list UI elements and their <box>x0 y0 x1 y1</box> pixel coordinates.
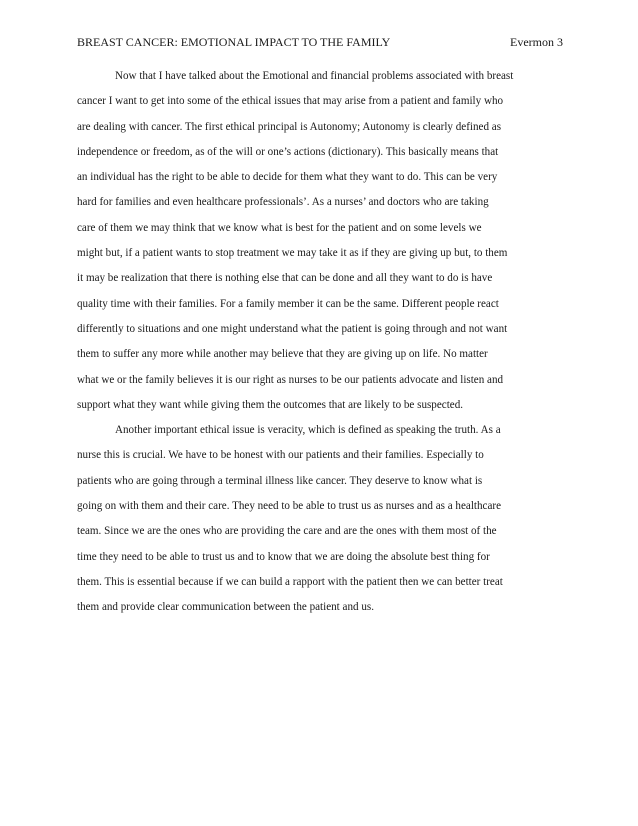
text-line: it may be realization that there is nothing else that can be done and all they want to do is have <box>77 272 493 285</box>
text-line: them and provide clear communication between the patient and us. <box>77 601 374 614</box>
text-line: Another important ethical issue is veracity, which is defined as speaking the truth. As a <box>115 424 501 437</box>
paragraph-autonomy <box>77 64 565 418</box>
paragraph-veracity <box>77 418 565 620</box>
text-line: them to suffer any more while another may believe that they are giving up on life. No matter <box>77 348 488 361</box>
text-line: support what they want while giving them the outcomes that are likely to be suspected. <box>77 398 464 411</box>
text-line: care of them we may think that we know what is best for the patient and on some levels we <box>77 221 482 234</box>
text-line: an individual has the right to be able to decide for them what they want to do. This can be very <box>77 171 498 184</box>
text-line: independence or freedom, as of the will or one’s actions (dictionary). This basically means that <box>77 145 499 158</box>
running-title: BREAST CANCER: EMOTIONAL IMPACT TO THE FAMILY <box>77 35 391 49</box>
text-line: team. Since we are the ones who are providing the care and are the ones with them most of the <box>77 525 497 538</box>
text-line: might but, if a patient wants to stop treatment we may take it as if they are giving up but, to them <box>77 247 508 260</box>
text-line: nurse this is crucial. We have to be honest with our patients and their families. Especially to <box>77 449 484 462</box>
text-line: are dealing with cancer. The first ethical principal is Autonomy; Autonomy is clearly defined as <box>77 120 502 133</box>
text-line: what we or the family believes it is our right as nurses to be our patients advocate and listen and <box>77 373 504 386</box>
text-line: hard for families and even healthcare professionals’. As a nurses’ and doctors who are taking <box>77 196 489 209</box>
page-header <box>77 33 563 51</box>
text-line: time they need to be able to trust us and to know that we are doing the absolute best thing for <box>77 550 490 563</box>
text-line: Now that I have talked about the Emotional and financial problems associated with breast <box>115 70 514 82</box>
text-line: patients who are going through a terminal illness like cancer. They deserve to know what is <box>77 474 483 487</box>
text-line: going on with them and their care. They need to be able to trust us as nurses and as a healthcare <box>77 500 501 513</box>
page-number-label: Evermon 3 <box>510 35 563 49</box>
text-line: differently to situations and one might understand what the patient is going through and not want <box>77 322 508 335</box>
text-line: quality time with their families. For a family member it can be the same. Different people react <box>77 297 499 310</box>
body-text <box>77 64 565 621</box>
text-line: cancer I want to get into some of the ethical issues that may arise from a patient and family who <box>77 95 504 108</box>
text-line: them. This is essential because if we can build a rapport with the patient then we can better treat <box>77 575 503 588</box>
